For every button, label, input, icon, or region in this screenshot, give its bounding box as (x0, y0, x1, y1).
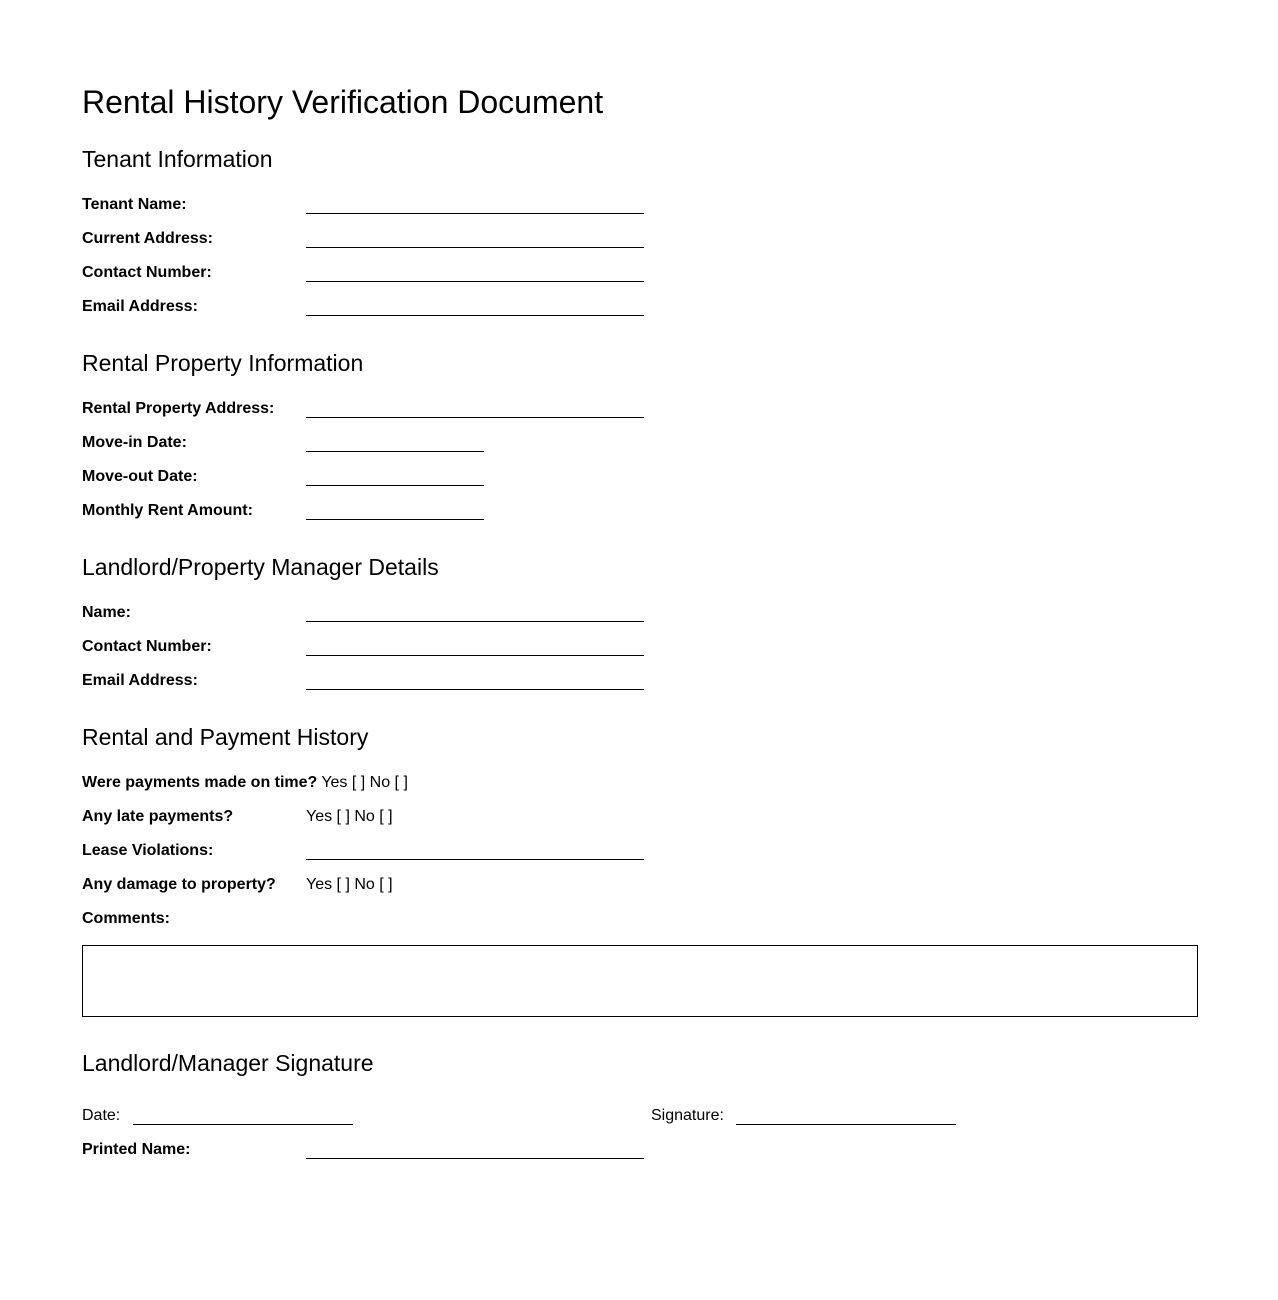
printed-name-field[interactable] (306, 1158, 644, 1159)
section-heading: Rental and Payment History (82, 724, 369, 750)
on-time-row (82, 766, 1212, 800)
monthly-rent-field[interactable] (306, 519, 484, 520)
yes-no-checkbox[interactable]: Yes [ ] No [ ] (321, 774, 408, 791)
date-field[interactable] (133, 1124, 353, 1125)
signature-label: Signature: (651, 1107, 724, 1124)
field-label: Email Address: (82, 672, 198, 689)
tenant-name-field[interactable] (306, 213, 644, 214)
field-label: Any damage to property? (82, 876, 276, 893)
yes-no-checkbox[interactable]: Yes [ ] No [ ] (306, 808, 393, 825)
move-in-row (82, 426, 1212, 460)
field-label: Were payments made on time? (82, 774, 318, 791)
section-heading: Tenant Information (82, 146, 273, 172)
current-address-field[interactable] (306, 247, 644, 248)
comments-box[interactable] (82, 945, 1198, 1017)
field-label: Any late payments? (82, 808, 234, 825)
contact-number-field[interactable] (306, 281, 644, 282)
landlord-email-field[interactable] (306, 689, 644, 690)
section-heading: Rental Property Information (82, 350, 364, 376)
signature-section (82, 1049, 1212, 1167)
yes-no-checkbox[interactable]: Yes [ ] No [ ] (306, 876, 393, 893)
signature-field[interactable] (736, 1124, 956, 1125)
move-in-date-field[interactable] (306, 451, 484, 452)
landlord-name-row (82, 596, 1212, 630)
contact-number-row (82, 256, 1212, 290)
property-section (82, 349, 1212, 528)
field-label: Printed Name: (82, 1141, 191, 1158)
printed-name-row (82, 1133, 1212, 1167)
landlord-name-field[interactable] (306, 621, 644, 622)
property-address-field[interactable] (306, 417, 644, 418)
email-address-row (82, 290, 1212, 324)
tenant-name-row (82, 188, 1212, 222)
date-signature-row (82, 1099, 1212, 1133)
move-out-row (82, 460, 1212, 494)
tenant-section (82, 145, 1212, 324)
field-label: Email Address: (82, 298, 198, 315)
field-label: Name: (82, 604, 131, 621)
field-label: Monthly Rent Amount: (82, 502, 253, 519)
history-section (82, 723, 1212, 1017)
field-label: Current Address: (82, 230, 213, 247)
section-heading: Landlord/Manager Signature (82, 1050, 374, 1076)
landlord-contact-row (82, 630, 1212, 664)
property-address-row (82, 392, 1212, 426)
field-label: Comments: (82, 910, 171, 927)
field-label: Move-in Date: (82, 434, 187, 451)
date-label: Date: (82, 1107, 121, 1124)
field-label: Rental Property Address: (82, 400, 275, 417)
lease-violations-row (82, 834, 1212, 868)
monthly-rent-row (82, 494, 1212, 528)
lease-violations-field[interactable] (306, 859, 644, 860)
email-address-field[interactable] (306, 315, 644, 316)
document-title: Rental History Verification Document (82, 84, 604, 120)
field-label: Contact Number: (82, 638, 212, 655)
field-label: Move-out Date: (82, 468, 198, 485)
landlord-contact-field[interactable] (306, 655, 644, 656)
field-label: Tenant Name: (82, 196, 187, 213)
field-label: Lease Violations: (82, 842, 214, 859)
landlord-section (82, 553, 1212, 698)
landlord-email-row (82, 664, 1212, 698)
current-address-row (82, 222, 1212, 256)
field-label: Contact Number: (82, 264, 212, 281)
damage-row (82, 868, 1212, 902)
move-out-date-field[interactable] (306, 485, 484, 486)
comments-row (82, 902, 1212, 936)
late-payments-row (82, 800, 1212, 834)
section-heading: Landlord/Property Manager Details (82, 554, 439, 580)
